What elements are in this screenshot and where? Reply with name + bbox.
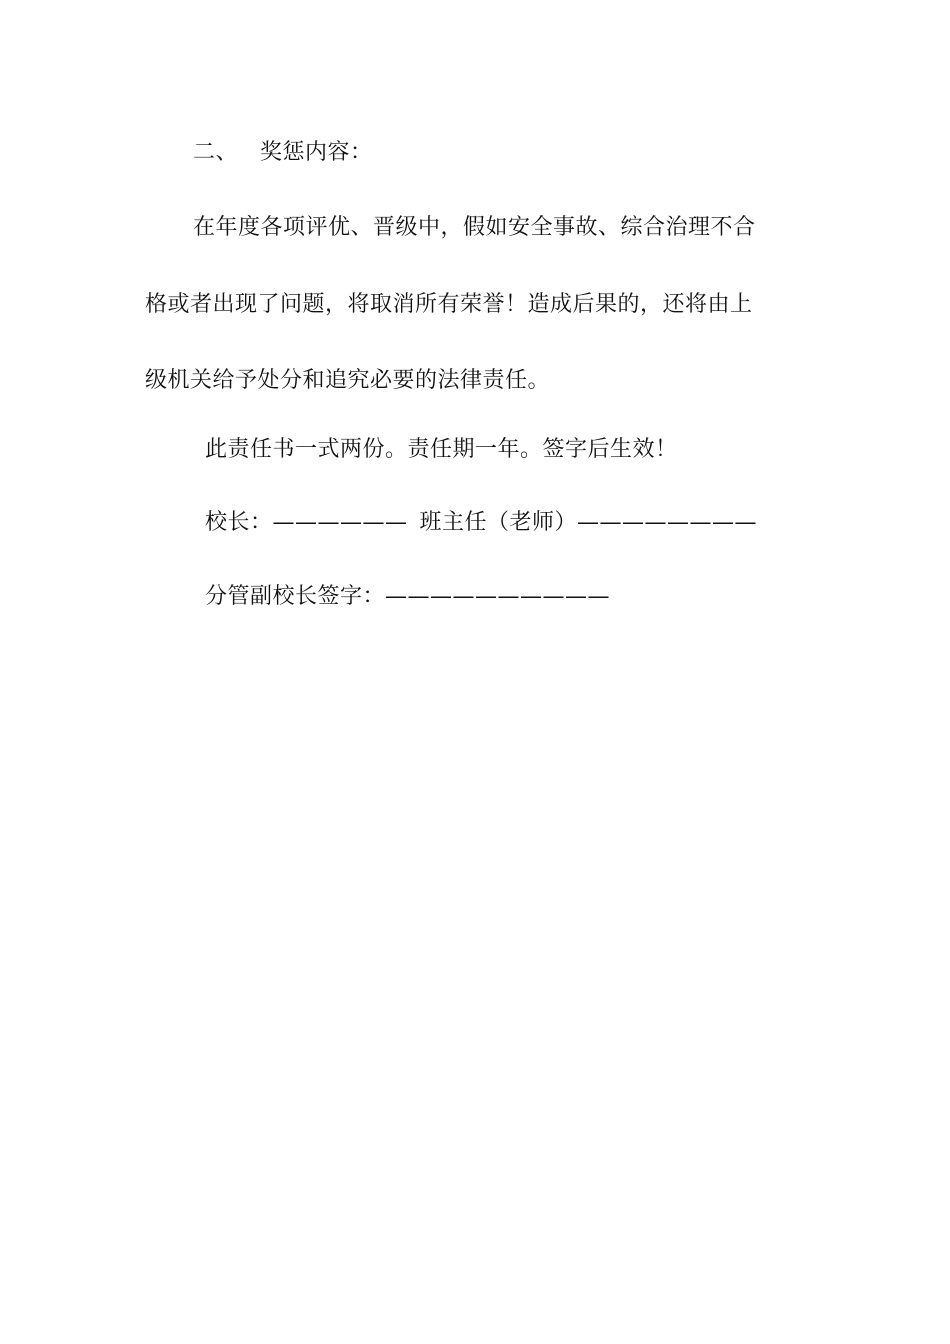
principal-label: 校长： [205, 510, 273, 535]
section-heading [193, 138, 373, 168]
signature-row-principal-teacher [205, 508, 757, 538]
paragraph-line-3: 级机关给予处分和追究必要的法律责任。 [145, 368, 551, 393]
vice-principal-label: 分管副校长签字： [205, 584, 386, 609]
vice-principal-signature-blank: —————————— [385, 584, 611, 609]
paragraph-line-2: 格或者出现了问题，将取消所有荣誉！造成后果的，还将由上 [145, 292, 753, 317]
signature-row-vice-principal [205, 582, 610, 612]
teacher-signature-blank: ———————— [577, 510, 758, 535]
copies-note: 此责任书一式两份。责任期一年。签字后生效！ [205, 437, 678, 462]
paragraph-line-1-text: 在年度各项评优、晋级中，假如安全事故、综合治理不合 [193, 215, 756, 240]
paragraph-line-1 [145, 210, 810, 241]
teacher-label: 班主任（老师） [419, 510, 578, 535]
section-number: 二、 [193, 140, 239, 165]
principal-signature-blank: —————— [272, 510, 408, 535]
section-title: 奖惩内容： [260, 140, 373, 165]
